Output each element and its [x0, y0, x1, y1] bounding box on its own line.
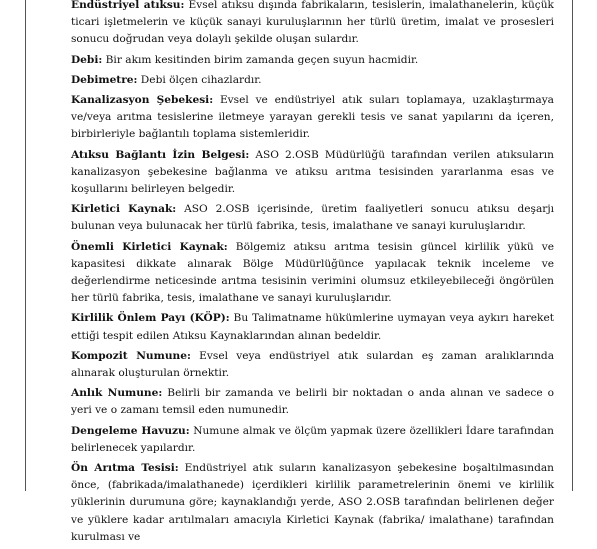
definition-term: Önemli Kirletici Kaynak: [71, 240, 228, 253]
definition-entry [71, 52, 554, 69]
definition-entry [71, 147, 554, 199]
definition-entry [71, 310, 554, 344]
definition-term: Anlık Numune: [71, 387, 163, 400]
definition-text: Evsel veya endüstriyel atık sulardan eş zaman aralıklarında alınarak oluşturulan örnektir. [71, 349, 555, 380]
definition-entry [71, 201, 554, 235]
definition-text: Endüstriyel atık suların kanalizasyon şebekesine boşaltılmasından önce, (fabrikada/imalathanede) içerdikleri kirlilik parametrelerinin önemi ve kirlilik yüklerinin durumuna göre; kaynaklandığı yerde, ASO 2.OSB tarafından belirlenen değer ve yüklere kadar arıtılmaları amacıyla Kirletici Kaynak (fabrika/ imalathane) tarafından kurulması ve [71, 462, 554, 543]
definition-entry [71, 0, 554, 49]
definition-term: Dengeleme Havuzu: [71, 424, 190, 437]
definition-entry [71, 92, 554, 144]
definition-term: Atıksu Bağlantı İzin Belgesi: [71, 148, 250, 161]
page-border-left [25, 0, 26, 491]
definition-entry [71, 348, 554, 382]
definition-text: Bu Talimatname hükümlerine uymayan veya aykırı hareket ettiği tespit edilen Atıksu Kaynaklarından alınan bedeldir. [71, 312, 554, 342]
definition-entry [71, 239, 554, 308]
definition-term: Debimetre: [71, 73, 138, 86]
definition-term: Kirletici Kaynak: [71, 203, 177, 216]
definition-text: Evsel ve endüstriyel atık suları toplamaya, uzaklaştırmaya ve/veya arıtma tesislerine iletmeye yarayan gerekli tesis ve sanat yapılarını da içeren, birbirleriyle bağlantılı toplama sistemleridir. [71, 94, 554, 141]
definition-text: ASO 2.OSB Müdürlüğü tarafından verilen atıksuların kanalizasyon şebekesine bağlanma ve atıksu arıtma tesisinden yararlanma esas ve koşullarını belirleyen belgedir. [71, 148, 554, 196]
definition-text: Debi ölçen cihazlardır. [137, 73, 262, 86]
definition-term: Ön Arıtma Tesisi: [71, 462, 179, 475]
definition-term: Kirlilik Önlem Payı (KÖP): [71, 312, 230, 325]
definition-term: Debi: [71, 53, 103, 66]
definition-term: Endüstriyel atıksu: [71, 0, 185, 11]
definition-entry [71, 72, 554, 89]
definition-term: Kompozit Numune: [71, 349, 191, 362]
document-body [71, 0, 554, 549]
definition-entry [71, 460, 554, 546]
definition-text: Belirli bir zamanda ve belirli bir noktadan o anda alınan ve sadece o yeri ve o zamanı temsil eden numunedir. [71, 387, 555, 417]
definition-text: ASO 2.OSB içerisinde, üretim faaliyetleri sonucu atıksu deşarjı bulunan veya bulunacak her türlü fabrika, tesis, imalathane ve sanayi kuruluşlarıdır. [71, 203, 554, 233]
definition-entry [71, 423, 554, 457]
page-border-right [572, 0, 573, 491]
definition-entry [71, 385, 554, 419]
definition-text: Bölgemiz atıksu arıtma tesisin güncel kirlilik yükü ve kapasitesi dikkate alınarak Bölge Müdürlüğünce yapılacak teknik inceleme ve değerlendirme neticesinde arıtma tesisinin verimini olumsuz etkileyebileceği öngörülen her türlü fabrika, tesis, imalathane ve sanayi kuruluşlarıdır. [71, 240, 555, 305]
definition-text: Numune almak ve ölçüm yapmak üzere özellikleri İdare tarafından belirlenecek yapılardır. [71, 424, 554, 454]
definition-text: Bir akım kesitinden birim zamanda geçen suyun hacmidir. [102, 53, 419, 66]
definition-term: Kanalizasyon Şebekesi: [71, 94, 214, 107]
definition-text: Evsel atıksu dışında fabrikaların, tesislerin, imalathanelerin, küçük ticari işletmelerin ve küçük sanayi kuruluşlarının her türlü üretim, imalat ve prosesleri sonucu doğrudan veya dolaylı şekilde oluşan sulardır. [71, 0, 554, 46]
